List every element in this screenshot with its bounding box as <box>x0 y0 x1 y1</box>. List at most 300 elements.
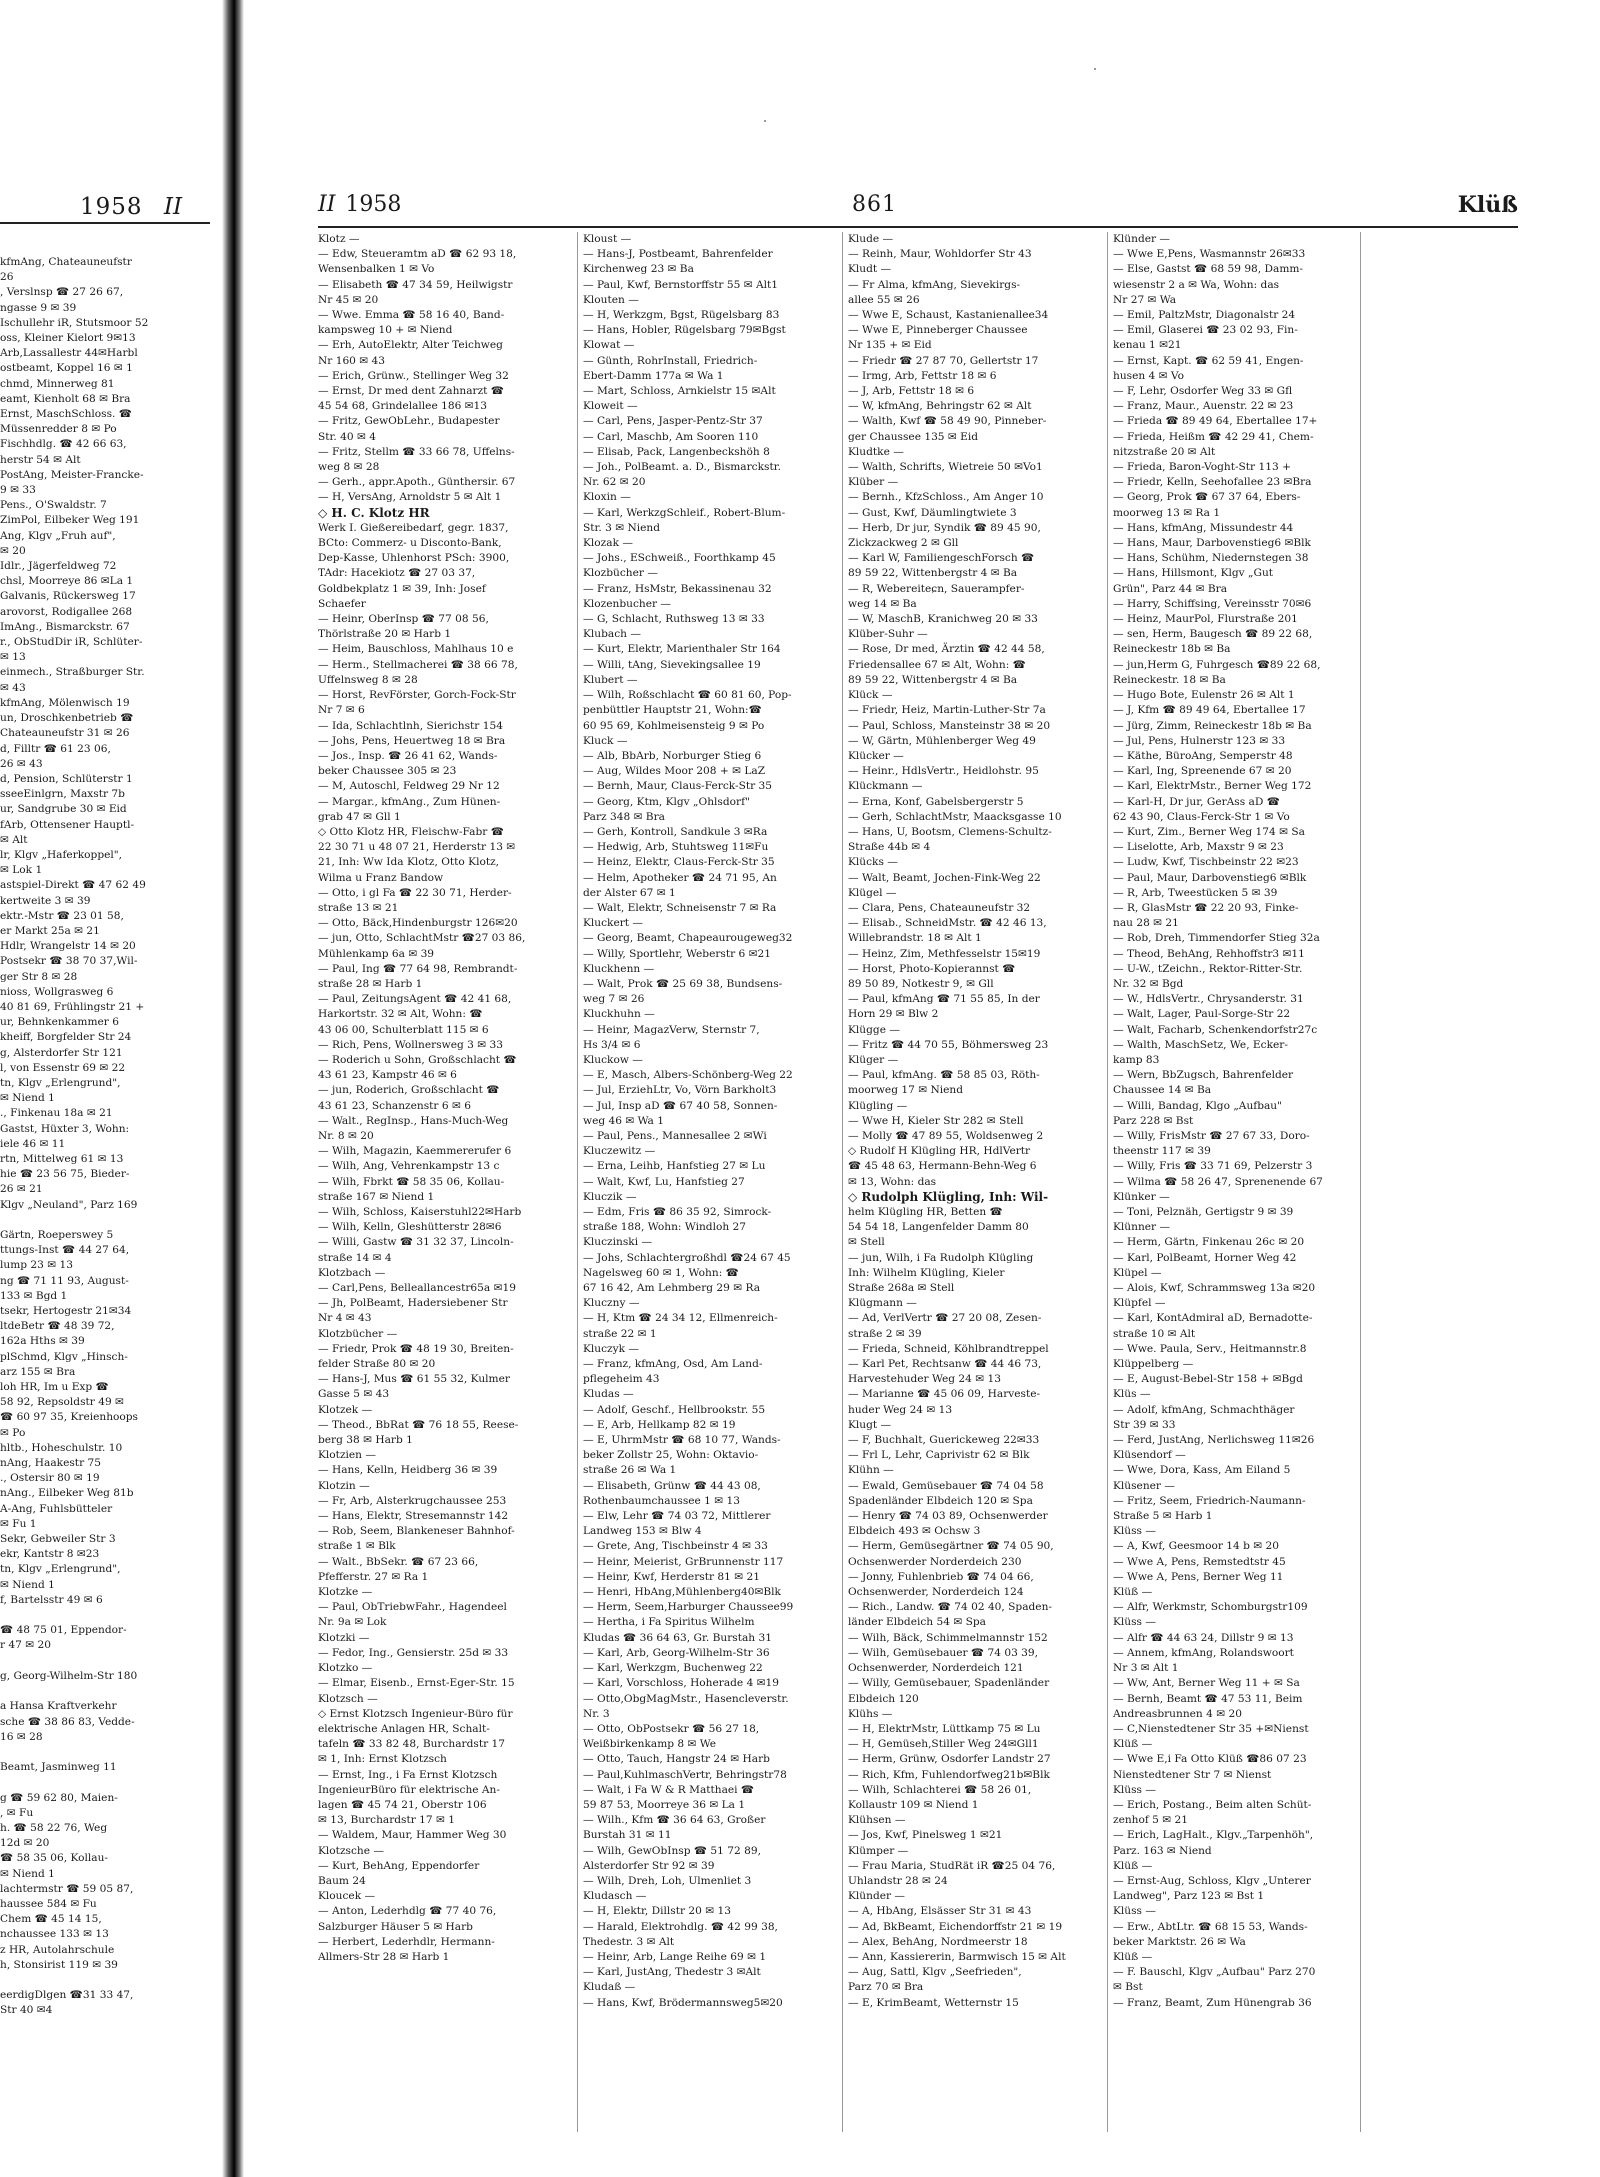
directory-entry: Andreasbrunnen 4 ✉ 20 <box>1113 1707 1242 1720</box>
directory-entry: — Horst, Photo-Kopierannst ☎ <box>848 962 1016 975</box>
directory-entry: — Alb, BbArb, Norburger Stieg 6 <box>583 749 762 762</box>
directory-entry: — Theod., BbRat ☎ 76 18 55, Reese- <box>318 1418 519 1431</box>
left-page-line: A-Ang, Fuhlsbütteler <box>0 1502 113 1515</box>
surname-heading: Klozbücher — <box>583 567 658 580</box>
surname-heading: Klüss — <box>1113 1783 1156 1796</box>
directory-entry: — Frieda ☎ 89 49 64, Ebertallee 17+ <box>1113 415 1318 428</box>
left-page-line: arz 155 ✉ Bra <box>0 1365 76 1378</box>
left-page-line: 162a Hths ✉ 39 <box>0 1335 85 1348</box>
directory-entry: ✉ 1, Inh: Ernst Klotzsch <box>318 1753 447 1766</box>
left-page-line: nAng., Eilbeker Weg 81b <box>0 1487 134 1500</box>
directory-entry: Allmers-Str 28 ✉ Harb 1 <box>318 1950 450 1963</box>
directory-entry: Kirchenweg 23 ✉ Ba <box>583 263 694 276</box>
directory-entry: — Heinz, MaurPol, Flurstraße 201 <box>1113 613 1298 626</box>
left-page-line: astspiel-Direkt ☎ 47 62 49 <box>0 879 146 892</box>
left-page-line <box>0 1775 210 1790</box>
directory-entry: Baum 24 <box>318 1874 366 1887</box>
directory-entry: — Elmar, Eisenb., Ernst-Eger-Str. 15 <box>318 1677 515 1690</box>
directory-entry: 43 06 00, Schulterblatt 115 ✉ 6 <box>318 1023 489 1036</box>
left-page-line: 16 ✉ 28 <box>0 1730 43 1743</box>
header-rule <box>318 226 1518 228</box>
directory-entry: — Wilh, Ang, Vehrenkampstr 13 c <box>318 1160 500 1173</box>
directory-entry: straße 13 ✉ 21 <box>318 901 399 914</box>
directory-entry: — Frieda, Heißm ☎ 42 29 41, Chem- <box>1113 430 1314 443</box>
left-page-line <box>0 1608 210 1623</box>
surname-heading: Kloxin — <box>583 491 631 504</box>
directory-entry: straße 14 ✉ 4 <box>318 1251 392 1264</box>
directory-entry: — Ann, Kassiererin, Barmwisch 15 ✉ Alt <box>848 1950 1066 1963</box>
directory-entry: tafeln ☎ 33 82 48, Burchardstr 17 <box>318 1738 506 1751</box>
directory-entry: ☎ 45 48 63, Hermann-Behn-Weg 6 <box>848 1160 1037 1173</box>
left-page-line <box>0 1973 210 1988</box>
directory-entry: — Rich., Landw. ☎ 74 02 40, Spaden- <box>848 1601 1052 1614</box>
right-page <box>244 0 1600 2177</box>
directory-entry: helm Klügling HR, Betten ☎ <box>848 1206 1003 1218</box>
directory-entry: — H, Elektr, Dillstr 20 ✉ 13 <box>583 1905 731 1918</box>
left-page-line: un, Droschkenbetrieb ☎ <box>0 712 134 725</box>
directory-entry: — Wwe, Dora, Kass, Am Eiland 5 <box>1113 1464 1291 1477</box>
left-page-line: kfmAng, Chateauneufstr <box>0 256 132 268</box>
surname-heading: Klubert — <box>583 673 638 686</box>
directory-entry: — Heinz, Zim, Methfesselstr 15✉19 <box>848 947 1041 960</box>
directory-entry: elektrische Anlagen HR, Schalt- <box>318 1722 490 1735</box>
directory-entry: Harvestehuder Weg 24 ✉ 13 <box>848 1373 1001 1386</box>
directory-column-2 <box>583 232 816 2011</box>
directory-entry: — Friedr ☎ 27 87 70, Gellertstr 17 <box>848 354 1039 367</box>
header-left <box>318 192 401 217</box>
left-page-line: ger Str 8 ✉ 28 <box>0 970 78 983</box>
directory-entry: Hs 3/4 ✉ 6 <box>583 1038 641 1051</box>
directory-entry: — Wilh., Kfm ☎ 36 64 63, Großer <box>583 1814 766 1827</box>
directory-entry: ✉ 13, Wohn: das <box>848 1175 937 1188</box>
surname-heading: Kloweit — <box>583 400 638 413</box>
left-page-line: ., Ostersir 80 ✉ 19 <box>0 1472 100 1485</box>
left-page-line: ur, Sandgrube 30 ✉ Eid <box>0 803 127 816</box>
firm-entry: ◇ Otto Klotz HR, Fleischw-Fabr ☎ <box>318 825 504 838</box>
directory-entry: — Willy, Gemüsebauer, Spadenländer <box>848 1677 1050 1690</box>
directory-entry: — Herm, Gemüsegärtner ☎ 74 05 90, <box>848 1540 1054 1553</box>
left-page-line: d, Filltr ☎ 61 23 06, <box>0 742 111 755</box>
surname-heading: Klüß — <box>1113 1950 1153 1963</box>
directory-entry: — Georg, Beamt, Chapeaurougeweg32 <box>583 932 793 945</box>
left-page <box>0 0 222 2177</box>
directory-entry: — Gust, Kwf, Däumlingtwiete 3 <box>848 506 1017 519</box>
directory-entry: — Wilh, Schlachterei ☎ 58 26 01, <box>848 1783 1032 1796</box>
left-page-line: h, Stonsirist 119 ✉ 39 <box>0 1958 118 1971</box>
directory-entry: Wensenbalken 1 ✉ Vo <box>318 263 435 276</box>
directory-entry: — E, Masch, Albers-Schönberg-Weg 22 <box>583 1069 793 1082</box>
directory-entry: 89 50 89, Notkestr 9, ✉ Gll <box>848 977 994 990</box>
directory-entry: — jun, Otto, SchlachtMstr ☎27 03 86, <box>318 932 526 945</box>
directory-entry: — Kurt, Elektr, Marienthaler Str 164 <box>583 643 781 656</box>
directory-entry: Nr. 3 <box>583 1707 610 1720</box>
directory-entry: — W., HdlsVertr., Chrysanderstr. 31 <box>1113 993 1304 1006</box>
directory-entry: — J, Kfm ☎ 89 49 64, Ebertallee 17 <box>1113 704 1306 717</box>
header-year: 1958 <box>345 192 402 217</box>
left-page-line: a Hansa Kraftverkehr <box>0 1700 117 1713</box>
directory-entry: — A, HbAng, Elsässer Str 31 ✉ 43 <box>848 1905 1032 1918</box>
surname-heading: Klude — <box>848 233 894 245</box>
left-page-line: r., ObStudDir iR, Schlüter- <box>0 636 143 649</box>
directory-entry: Str. 3 ✉ Niend <box>583 521 661 534</box>
directory-entry: der Alster 67 ✉ 1 <box>583 886 676 899</box>
left-page-line: lump 23 ✉ 13 <box>0 1259 73 1272</box>
column-divider <box>1360 232 1361 2132</box>
directory-entry: ✉ 13, Burchardstr 17 ✉ 1 <box>318 1814 456 1827</box>
directory-entry: — jun, Roderich, Großschlacht ☎ <box>318 1084 500 1097</box>
left-page-line <box>0 1745 210 1760</box>
directory-entry: — Waldem, Maur, Hammer Weg 30 <box>318 1829 507 1842</box>
left-page-line: einmech., Straßburger Str. <box>0 666 145 679</box>
directory-entry: ✉ Stell <box>848 1236 885 1249</box>
directory-entry: — Adolf, kfmAng, Schmachthäger <box>1113 1403 1295 1416</box>
left-page-line: sseeEinlgrn, Maxstr 7b <box>0 788 125 801</box>
left-page-line: , ✉ Fu <box>0 1806 34 1819</box>
directory-entry: — Jos., Insp. ☎ 26 41 62, Wands- <box>318 749 498 762</box>
surname-heading: Klüss — <box>1113 1616 1156 1629</box>
directory-entry: 62 43 90, Claus-Ferck-Str 1 ✉ Vo <box>1113 810 1290 823</box>
directory-entry: — Ad, BkBeamt, Eichendorffstr 21 ✉ 19 <box>848 1920 1063 1933</box>
directory-entry: — Anton, Lederhdlg ☎ 77 40 76, <box>318 1905 497 1918</box>
left-page-line: ✉ Fu 1 <box>0 1517 37 1530</box>
left-page-line: kfmAng, Mölenwisch 19 <box>0 696 130 709</box>
surname-heading: Klühsen — <box>848 1814 906 1827</box>
directory-entry: — Carl, Pens, Jasper-Pentz-Str 37 <box>583 415 763 428</box>
left-page-line: nchaussee 133 ✉ 13 <box>0 1928 109 1941</box>
directory-entry: — Jul, ErziehLtr, Vo, Vörn Barkholt3 <box>583 1084 777 1097</box>
directory-entry: — Wilh, Bäck, Schimmelmannstr 152 <box>848 1631 1048 1644</box>
paper-speck <box>1094 68 1096 70</box>
directory-entry: Nr 45 ✉ 20 <box>318 293 379 306</box>
directory-entry: — Frieda, Schneid, Köhlbrandtreppel <box>848 1342 1049 1355</box>
surname-heading: Klünker — <box>1113 1190 1170 1203</box>
left-page-column <box>0 255 210 2019</box>
directory-entry: — Wwe H, Kieler Str 282 ✉ Stell <box>848 1114 1024 1127</box>
left-page-line: iele 46 ✉ 11 <box>0 1137 66 1150</box>
directory-entry: — Johs., ESchweiß., Foorthkamp 45 <box>583 552 776 565</box>
surname-heading: Klüsendorf — <box>1113 1449 1186 1462</box>
directory-entry: — Fr, Arb, Alsterkrugchaussee 253 <box>318 1494 507 1507</box>
directory-entry: — Wwe. Paula, Serv., Heitmannstr.8 <box>1113 1342 1307 1355</box>
directory-entry: — Frl L, Lehr, Caprivistr 62 ✉ Blk <box>848 1449 1030 1462</box>
directory-entry: — Walt, Prok ☎ 25 69 38, Bundsens- <box>583 977 783 990</box>
directory-entry: — H, Ktm ☎ 24 34 12, Ellmenreich- <box>583 1312 778 1325</box>
directory-entry: — Günth, RohrInstall, Friedrich- <box>583 354 758 367</box>
directory-entry: — Karl, ElektrMstr., Berner Weg 172 <box>1113 780 1312 793</box>
directory-entry: — Ww, Ant, Berner Weg 11 + ✉ Sa <box>1113 1677 1300 1690</box>
left-page-line: Gärtn, Roeperswey 5 <box>0 1229 114 1241</box>
directory-entry: — Walt, i Fa W & R Matthaei ☎ <box>583 1783 755 1796</box>
directory-entry: Parz 70 ✉ Bra <box>848 1981 924 1994</box>
directory-entry: — Wilh, Roßschlacht ☎ 60 81 60, Pop- <box>583 689 792 702</box>
directory-entry: — Henry ☎ 74 03 89, Ochsenwerder <box>848 1510 1048 1523</box>
left-page-line: Galvanis, Rückersweg 17 <box>0 590 136 603</box>
directory-entry: — Theod, BehAng, Rehhoffstr3 ✉11 <box>1113 947 1305 960</box>
directory-entry: — Ernst-Aug, Schloss, Klgv „Unterer <box>1113 1874 1311 1887</box>
directory-entry: — Wilh, Fbrkt ☎ 58 35 06, Kollau- <box>318 1175 505 1188</box>
directory-entry: 67 16 42, Am Lehmberg 29 ✉ Ra <box>583 1282 761 1295</box>
directory-entry: — F, Buchhalt, Guerickeweg 22✉33 <box>848 1434 1040 1447</box>
left-page-line: eerdigDlgen ☎31 33 47, <box>0 1989 134 2002</box>
directory-entry: — Paul, Pens., Mannesallee 2 ✉Wi <box>583 1129 767 1142</box>
directory-entry: — Georg, Ktm, Klgv „Ohlsdorf" <box>583 795 750 808</box>
directory-entry: — Hans, U, Bootsm, Clemens-Schultz- <box>848 825 1052 838</box>
directory-entry: — Frieda, Baron-Voght-Str 113 + <box>1113 461 1291 474</box>
directory-entry: — H, ElektrMstr, Lüttkamp 75 ✉ Lu <box>848 1722 1041 1735</box>
left-page-line: ImAng., Bismarckstr. 67 <box>0 620 130 633</box>
directory-entry: — Elw, Lehr ☎ 74 03 72, Mittlerer <box>583 1510 771 1523</box>
directory-entry: Dep-Kasse, Uhlenhorst PSch: 3900, <box>318 552 510 565</box>
left-page-line: tn, Klgv „Erlengrund", <box>0 1563 121 1576</box>
directory-entry: — J, Arb, Fettstr 18 ✉ 6 <box>848 385 975 398</box>
directory-entry: — Erich, Postang., Beim alten Schüt- <box>1113 1798 1312 1811</box>
left-page-line: ✉ Niend 1 <box>0 1092 55 1105</box>
directory-entry: — Jul, Insp aD ☎ 67 40 58, Sonnen- <box>583 1099 778 1112</box>
surname-heading: Klückmann — <box>848 780 923 793</box>
directory-entry: — Hans, Hillsmont, Klgv „Gut <box>1113 567 1274 580</box>
left-page-line: 9 ✉ 33 <box>0 484 36 497</box>
directory-entry: 43 61 23, Kampstr 46 ✉ 6 <box>318 1069 457 1082</box>
surname-heading: Klozenbucher — <box>583 597 672 610</box>
left-page-line: Fischhdlg. ☎ 42 66 63, <box>0 438 127 451</box>
left-page-line: herstr 54 ✉ Alt <box>0 453 81 466</box>
left-page-line: ekr, Kantstr 8 ✉23 <box>0 1548 100 1561</box>
directory-entry: — Gerh, SchlachtMstr, Maacksgasse 10 <box>848 810 1062 823</box>
directory-entry: — Paul,KuhlmaschVertr, Behringstr78 <box>583 1768 787 1781</box>
directory-entry: — Erw., AbtLtr. ☎ 68 15 53, Wands- <box>1113 1920 1308 1933</box>
left-page-line <box>0 1684 210 1699</box>
directory-entry: Friedensallee 67 ✉ Alt, Wohn: ☎ <box>848 658 1026 671</box>
directory-entry: — Ad, VerlVertr ☎ 27 20 08, Zesen- <box>848 1312 1042 1325</box>
left-page-line: Klgv „Neuland", Parz 169 <box>0 1198 138 1211</box>
directory-entry: Alsterdorfer Str 92 ✉ 39 <box>583 1859 715 1872</box>
left-page-line: fArb, Ottensener Hauptl- <box>0 818 135 831</box>
left-page-header <box>80 194 220 220</box>
left-page-line: haussee 584 ✉ Fu <box>0 1897 97 1910</box>
directory-entry: — Jürg, Zimm, Reineckestr 18b ✉ Ba <box>1113 719 1312 732</box>
directory-entry: — Willi, Bandag, Klgo „Aufbau" <box>1113 1099 1282 1112</box>
directory-entry: — Walth, MaschSetz, We, Ecker- <box>1113 1038 1288 1051</box>
surname-heading: Kluczik — <box>583 1190 637 1203</box>
left-page-line: Hdlr, Wrangelstr 14 ✉ 20 <box>0 940 136 953</box>
directory-entry: — W, Gärtn, Mühlenberger Weg 49 <box>848 734 1036 747</box>
left-page-line: Beamt, Jasminweg 11 <box>0 1761 117 1774</box>
left-page-line: Chateauneufstr 31 ✉ 26 <box>0 727 130 740</box>
directory-entry: — Hans, Kwf, Brödermannsweg5✉20 <box>583 1996 783 2009</box>
directory-entry: Ebert-Damm 177a ✉ Wa 1 <box>583 369 724 382</box>
directory-entry: — A, Kwf, Geesmoor 14 b ✉ 20 <box>1113 1540 1279 1553</box>
directory-entry: — Käthe, BüroAng, Semperstr 48 <box>1113 749 1293 762</box>
directory-entry: — Heinr, OberInsp ☎ 77 08 56, <box>318 613 489 626</box>
left-page-line: f, Bartelsstr 49 ✉ 6 <box>0 1593 103 1606</box>
directory-entry: — Karl, WerkzgSchleif., Robert-Blum- <box>583 506 786 519</box>
left-page-line: ✉ Niend 1 <box>0 1867 55 1880</box>
directory-entry: — Heinr, MagazVerw, Sternstr 7, <box>583 1023 760 1036</box>
directory-entry: straße 10 ✉ Alt <box>1113 1327 1196 1340</box>
directory-entry: — jun, Wilh, i Fa Rudolph Klügling <box>848 1251 1034 1264</box>
surname-heading: Klünder — <box>1113 233 1171 245</box>
directory-entry: — H, VersAng, Arnoldstr 5 ✉ Alt 1 <box>318 491 502 504</box>
directory-column-1 <box>318 232 551 1965</box>
directory-entry: — H, Werkzgm, Bgst, Rügelsbarg 83 <box>583 309 780 322</box>
left-page-line: hie ☎ 23 56 75, Bieder- <box>0 1168 130 1181</box>
surname-heading: Klugt — <box>848 1418 892 1431</box>
directory-entry: theenstr 117 ✉ 39 <box>1113 1145 1211 1158</box>
directory-entry: — Roderich u Sohn, Großschlacht ☎ <box>318 1053 517 1066</box>
directory-entry: — Wilh, Kelln, Gleshütterstr 28✉6 <box>318 1221 502 1234</box>
directory-entry: — Henri, HbAng,Mühlenberg40✉Blk <box>583 1586 781 1599</box>
surname-heading: Klücks — <box>848 856 898 869</box>
left-page-line: ✉ Niend 1 <box>0 1578 55 1591</box>
left-page-line: lachtermstr ☎ 59 05 87, <box>0 1882 134 1895</box>
directory-entry: — R, GlasMstr ☎ 22 20 93, Finke- <box>1113 901 1299 914</box>
directory-entry: Zickzackweg 2 ✉ Gll <box>848 537 959 550</box>
directory-entry: Ochsenwerder, Norderdeich 124 <box>848 1586 1024 1599</box>
surname-heading: Klüss — <box>1113 1905 1156 1918</box>
left-page-line: ., Finkenau 18a ✉ 21 <box>0 1107 113 1120</box>
surname-heading: Klotzsche — <box>318 1844 384 1857</box>
surname-heading: Klüber-Suhr — <box>848 628 928 641</box>
left-page-line: ZimPol, Eilbeker Weg 191 <box>0 514 140 527</box>
directory-entry: husen 4 ✉ Vo <box>1113 369 1184 382</box>
directory-entry: Rothenbaumchaussee 1 ✉ 13 <box>583 1494 740 1507</box>
directory-entry: weg 14 ✉ Ba <box>848 597 917 610</box>
directory-entry: — Hedwig, Arb, Stuhtsweg 11✉Fu <box>583 841 769 854</box>
directory-entry: Kollaustr 109 ✉ Niend 1 <box>848 1798 979 1811</box>
surname-heading: Kluckert — <box>583 917 644 930</box>
directory-entry: — Otto, ObPostsekr ☎ 56 27 18, <box>583 1722 760 1735</box>
directory-entry: — Herbert, Lederhdlr, Hermann- <box>318 1935 495 1948</box>
left-page-line: ✉ Po <box>0 1426 26 1439</box>
directory-entry: straße 188, Wohn: Windloh 27 <box>583 1221 747 1234</box>
left-page-line: Pens., O'Swaldstr. 7 <box>0 499 107 512</box>
directory-entry: Nr 4 ✉ 43 <box>318 1312 372 1325</box>
surname-heading: Klüß — <box>1113 1859 1153 1872</box>
directory-entry: — Bernh, Maur, Claus-Ferck-Str 35 <box>583 780 773 793</box>
directory-entry: 60 95 69, Kohlmeisensteig 9 ✉ Po <box>583 719 765 732</box>
directory-entry: — Elisab., SchneidMstr. ☎ 42 46 13, <box>848 917 1047 930</box>
directory-entry: TAdr: Hacekiotz ☎ 27 03 37, <box>318 567 476 580</box>
directory-entry: — Frau Maria, StudRät iR ☎25 04 76, <box>848 1859 1056 1872</box>
directory-entry: — G, Schlacht, Ruthsweg 13 ✉ 33 <box>583 613 765 626</box>
directory-entry: Mühlenkamp 6a ✉ 39 <box>318 947 435 960</box>
directory-entry: — Wilh, Gemüsebauer ☎ 74 03 39, <box>848 1646 1039 1659</box>
left-page-line: r 47 ✉ 20 <box>0 1639 52 1652</box>
directory-entry: — Karl-H, Dr jur, GerAss aD ☎ <box>1113 795 1280 808</box>
directory-entry: — Georg, Prok ☎ 67 37 64, Ebers- <box>1113 491 1301 504</box>
directory-entry: 89 59 22, Wittenbergstr 4 ✉ Ba <box>848 567 1018 580</box>
directory-entry: Thedestr. 3 ✉ Alt <box>583 1935 675 1948</box>
directory-entry: — Harry, Schiffsing, Vereinsstr 70✉6 <box>1113 597 1312 610</box>
directory-entry: — Irmg, Arb, Fettstr 18 ✉ 6 <box>848 369 997 382</box>
left-page-line: arovorst, Rodigallee 268 <box>0 605 133 618</box>
directory-entry: felder Straße 80 ✉ 20 <box>318 1358 436 1371</box>
directory-entry: straße 26 ✉ Wa 1 <box>583 1464 677 1477</box>
directory-entry: — Ernst, Ing., i Fa Ernst Klotzsch <box>318 1768 498 1781</box>
directory-entry: — Ernst, Dr med dent Zahnarzt ☎ <box>318 385 505 398</box>
left-page-line: Str 40 ✉4 <box>0 2004 53 2017</box>
directory-entry: — Rob, Seem, Blankeneser Bahnhof- <box>318 1525 515 1538</box>
directory-entry: — Fr Alma, kfmAng, Sievekirgs- <box>848 278 1021 291</box>
directory-entry: — Wwe A, Pens, Berner Weg 11 <box>1113 1570 1284 1583</box>
directory-entry: — Heinr, Kwf, Herderstr 81 ✉ 21 <box>583 1570 760 1583</box>
surname-heading: Klück — <box>848 689 893 702</box>
surname-heading: Kloust — <box>583 233 632 245</box>
directory-entry: — Emil, PaltzMstr, Diagonalstr 24 <box>1113 309 1296 322</box>
directory-entry: — Herm, Gärtn, Finkenau 26c ✉ 20 <box>1113 1236 1305 1249</box>
surname-heading: Kludtke — <box>848 445 904 458</box>
directory-entry: — Fedor, Ing., Gensierstr. 25d ✉ 33 <box>318 1646 509 1659</box>
surname-heading: Klotzin — <box>318 1479 370 1492</box>
left-page-line: ✉ Lok 1 <box>0 864 43 877</box>
directory-entry: Pfefferstr. 27 ✉ Ra 1 <box>318 1570 429 1583</box>
directory-entry: Gasse 5 ✉ 43 <box>318 1388 390 1401</box>
left-page-line: l, von Essenstr 69 ✉ 22 <box>0 1061 126 1074</box>
directory-entry: — Herm, Seem,Harburger Chaussee99 <box>583 1601 794 1614</box>
page-number: 861 <box>852 192 897 217</box>
surname-heading: Klotzke — <box>318 1586 373 1599</box>
directory-entry: — Elisabeth ☎ 47 34 59, Heilwigstr <box>318 278 513 291</box>
surname-heading: Klotzien — <box>318 1449 376 1462</box>
directory-entry: beker Chaussee 305 ✉ 23 <box>318 765 457 778</box>
directory-entry: — Erna, Leihb, Hanfstieg 27 ✉ Lu <box>583 1160 766 1173</box>
directory-entry: ✉ Bst <box>1113 1981 1143 1994</box>
directory-entry: Nr 3 ✉ Alt 1 <box>1113 1662 1179 1675</box>
directory-entry: — Marianne ☎ 45 06 09, Harveste- <box>848 1388 1041 1401</box>
directory-entry: — Jul, Pens, Hulnerstr 123 ✉ 33 <box>1113 734 1286 747</box>
directory-entry: kamp 83 <box>1113 1053 1160 1066</box>
left-page-line: 133 ✉ Bgd 1 <box>0 1289 68 1302</box>
directory-entry: IngenieurBüro für elektrische An- <box>318 1783 500 1796</box>
directory-entry: Nr 160 ✉ 43 <box>318 354 386 367</box>
directory-entry: 54 54 18, Langenfelder Damm 80 <box>848 1221 1029 1234</box>
directory-entry: Willebrandstr. 18 ✉ Alt 1 <box>848 932 982 945</box>
directory-entry: — Walth, Schrifts, Wietreie 50 ✉Vo1 <box>848 461 1043 474</box>
directory-entry: — Wwe E,Pens, Wasmannstr 26✉33 <box>1113 248 1306 261</box>
directory-entry: 59 87 53, Moorreye 36 ✉ La 1 <box>583 1798 746 1811</box>
directory-entry: — Carl,Pens, Belleallancestr65a ✉19 <box>318 1282 516 1295</box>
directory-entry: — Ludw, Kwf, Tischbeinstr 22 ✉23 <box>1113 856 1299 869</box>
directory-entry: — Heinr, Arb, Lange Reihe 69 ✉ 1 <box>583 1950 767 1963</box>
left-page-line: Idlr., Jägerfeldweg 72 <box>0 560 117 573</box>
left-page-line: , Verslnsp ☎ 27 26 67, <box>0 286 124 299</box>
directory-entry: — Mart, Schloss, Arnkielstr 15 ✉Alt <box>583 385 776 398</box>
left-page-line: ✉ 20 <box>0 544 26 557</box>
directory-entry: — F, Lehr, Osdorfer Weg 33 ✉ Gfl <box>1113 385 1293 398</box>
directory-entry: Kludas ☎ 36 64 63, Gr. Burstah 31 <box>583 1631 772 1644</box>
directory-entry: — Elisab, Pack, Langenbeckshöh 8 <box>583 445 770 458</box>
directory-entry: lagen ☎ 45 74 21, Oberstr 106 <box>318 1798 487 1811</box>
left-page-line: Gastst, Hüxter 3, Wohn: <box>0 1122 130 1135</box>
directory-entry: — Reinh, Maur, Wohldorfer Str 43 <box>848 248 1032 261</box>
left-page-line: oss, Kleiner Kielort 9✉13 <box>0 332 136 345</box>
directory-entry: grab 47 ✉ Gll 1 <box>318 810 401 823</box>
directory-entry: — W, MaschB, Kranichweg 20 ✉ 33 <box>848 613 1038 626</box>
left-page-line: 40 81 69, Frühlingstr 21 + <box>0 1000 145 1013</box>
surname-heading: Klüger — <box>848 1053 899 1066</box>
surname-heading: Klotzsch — <box>318 1692 378 1705</box>
directory-entry: — Clara, Pens, Chateauneufstr 32 <box>848 901 1031 914</box>
directory-entry: Ochsenwerder, Norderdeich 121 <box>848 1662 1024 1675</box>
directory-entry: — Hans, Elektr, Stresemannstr 142 <box>318 1510 509 1523</box>
directory-entry: — Gerh., appr.Apoth., Günthersir. 67 <box>318 476 516 489</box>
left-page-line: 12d ✉ 20 <box>0 1837 50 1850</box>
directory-entry: — Wwe. Emma ☎ 58 16 40, Band- <box>318 309 505 322</box>
directory-entry: straße 22 ✉ 1 <box>583 1327 657 1340</box>
directory-entry: — Otto,ObgMagMstr., Hasencleverstr. <box>583 1692 789 1705</box>
directory-entry: — Ferd, JustAng, Nerlichsweg 11✉26 <box>1113 1434 1315 1447</box>
directory-entry: moorweg 17 ✉ Niend <box>848 1084 963 1097</box>
